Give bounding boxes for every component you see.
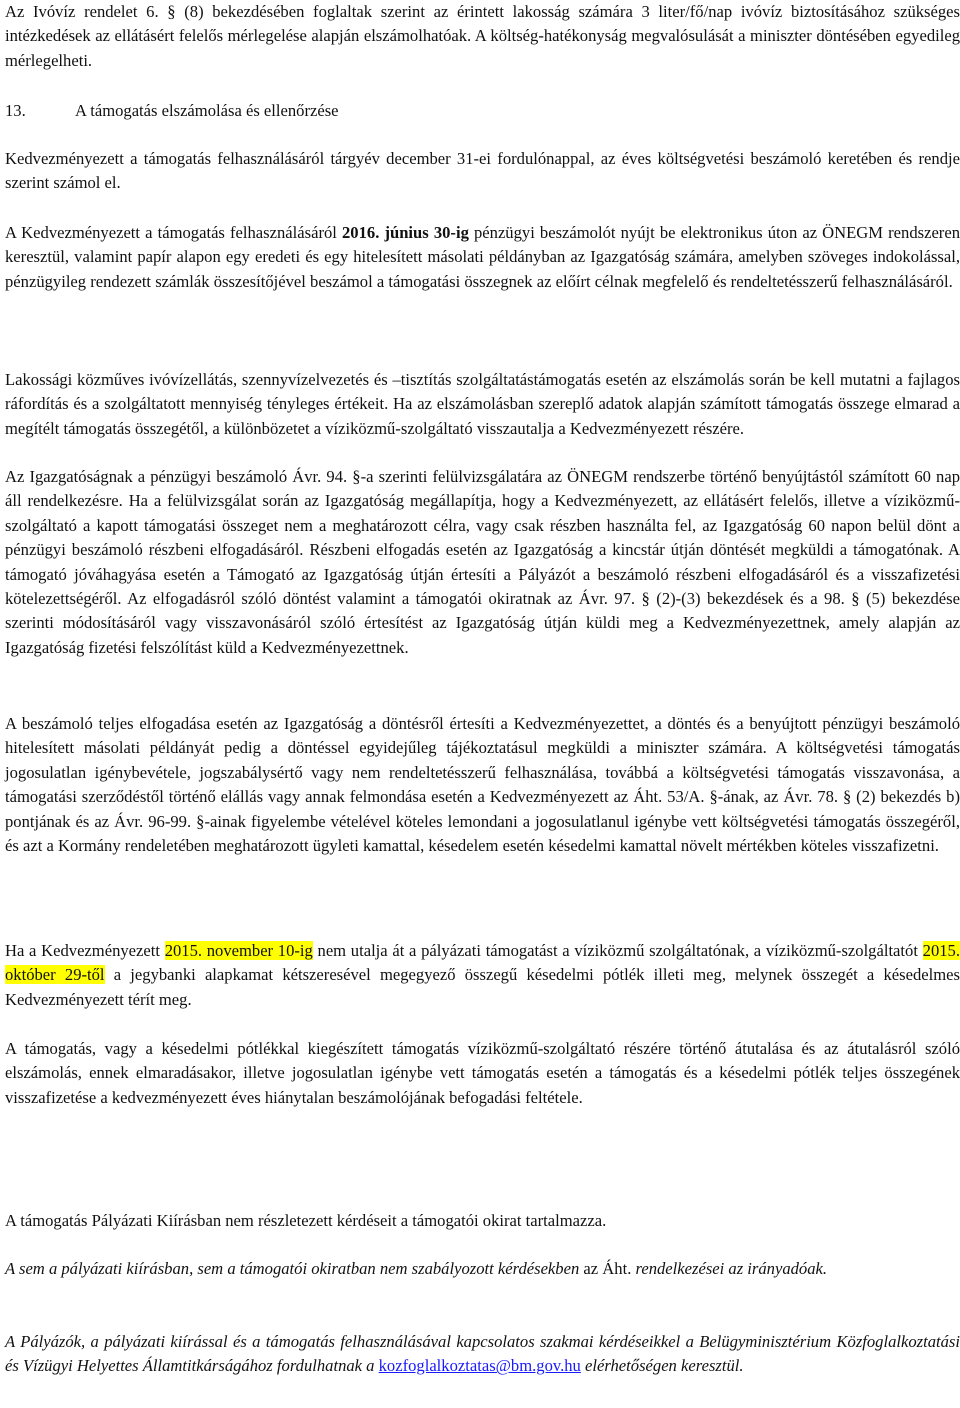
p9-italic-a: A sem a pályázati kiírásban, sem a támogatói okiratban nem szabályozott kérdésekben	[5, 1259, 584, 1278]
contact-email-link[interactable]: kozfoglalkoztatas@bm.gov.hu	[378, 1356, 581, 1376]
p9-text-b: az Áht.	[583, 1259, 632, 1278]
highlighted-date-2: 2015. október 29-től	[5, 941, 960, 985]
paragraph-transfer-condition: A támogatás, vagy a késedelmi pótlékkal kiegészített támogatás víziközmű-szolgáltató részére történő átutalása és az átutalásról szóló elszámolás, ennek elmaradásakor, illetve jogosulatlan igénybe vett támogatás esetén a támogatás és a késedelmi pótlék teljes összegének visszafizetése a kedvezményezett éves hiánytalan beszámolójának befogadási feltétele.	[5, 1039, 960, 1107]
paragraph-late-payment	[5, 939, 960, 1012]
paragraph-unspecified-questions: A támogatás Pályázati Kiírásban nem részletezett kérdéseit a támogatói okirat tartalmazza.	[5, 1211, 607, 1230]
p6-text-b: nem utalja át a pályázati támogatást a víziközmű szolgáltatónak, a víziközmű-szolgáltatót	[312, 941, 923, 960]
paragraph-full-acceptance: A beszámoló teljes elfogadása esetén az Igazgatóság a döntésről értesíti a Kedvezményezettet, a döntés és a benyújtott pénzügyi beszámoló hitelesített másolati példányát pedig a döntéssel egyidejűleg tájékoztatásul megküldi a miniszter számára. A költségvetési támogatás jogosulatlan igénybevétele, jogszabálysértő vagy nem rendeltetésszerű felhasználása, továbbá a költségvetési támogatás visszavonása, a támogatási szerződéstől történő elállás vagy annak felmondása esetén a Kedvezményezett az Áht. 53/A. §-ának, az Ávr. 78. § (2) bekezdés b) pontjának és az Ávr. 96-99. §-ainak figyelembe vételével köteles lemondani a jogosulatlanul igénybe vett költségvetési támogatás összegéről, és azt a Kormány rendeletében meghatározott ügyleti kamattal, késedelem esetén késedelmi kamattal növelt mértékben köteles visszafizetni.	[5, 714, 960, 856]
section-heading	[5, 99, 339, 123]
highlighted-date-1: 2015. november 10-ig	[164, 941, 313, 960]
p9-italic-c: rendelkezései az irányadóak.	[631, 1259, 828, 1278]
paragraph-utility-support: Lakossági közműves ivóvízellátás, szennyvízelvezetés és –tisztítás szolgáltatástámogatás esetén az elszámolás során be kell mutatni a fajlagos ráfordítás és a szolgáltatott mennyiség tényleges értékeit. Ha az elszámolásban szereplő adatok alapján számított támogatás összege elmarad a megítélt támogatás összegétől, a különbözetet a víziközmű-szolgáltató visszautalja a Kedvezményezett részére.	[5, 370, 960, 438]
section-number: 13.	[5, 101, 26, 120]
paragraph-financial-report	[5, 221, 960, 294]
p10-italic-a: A Pályázók, a pályázati kiírással és a támogatás felhasználásával kapcsolatos szakmai kérdéseikkel a Belügyminisztérium Közfoglalkoztatási és Vízügyi Helyettes Államtitkárságához fordulhatnak a	[5, 1332, 960, 1376]
paragraph-governing-law	[5, 1257, 960, 1281]
p6-text-a: Ha a Kedvezményezett	[5, 941, 165, 960]
paragraph-review: Az Igazgatóságnak a pénzügyi beszámoló Ávr. 94. §-a szerinti felülvizsgálatára az ÖNEGM rendszerbe történő benyújtástól számított 60 nap áll rendelkezésre. Ha a felülvizsgálat során az Igazgatóság megállapítja, hogy a Kedvezményezett, az ellátásért felelős, illetve a víziközmű-szolgáltató a kapott támogatási összeget nem a meghatározott célra, vagy csak részben használta fel, az Igazgatóság 60 napon belül dönt a pénzügyi beszámoló részbeni elfogadásáról. Részbeni elfogadás esetén az Igazgatóság a kincstár útján döntését megküldi a támogatónak. A támogató jóváhagyása esetén a Támogató az Igazgatóság útján értesíti a Pályázót a beszámoló részbeni elfogadásáról és a visszafizetési kötelezettségéről. Az elfogadásról szóló döntést valamint a támogatói okiratnak az Ávr. 97. § (2)-(3) bekezdések és a 98. § (5) bekezdése szerinti módosításáról vagy visszavonásáról szóló értesítést az Igazgatóság útján küldi meg a Kedvezményezettnek, amely alapján az Igazgatóság fizetési felszólítást küld a Kedvezményezettnek.	[5, 467, 960, 657]
p2-text-before: A Kedvezményezett a támogatás felhasználásáról	[5, 223, 342, 242]
p2-deadline: 2016. június 30-ig	[342, 223, 469, 242]
section-title: A támogatás elszámolása és ellenőrzése	[75, 101, 339, 120]
paragraph-contact	[5, 1330, 960, 1379]
p2-text-after: pénzügyi beszámolót nyújt be elektronikus úton az ÖNEGM rendszeren keresztül, valamint papír alapon egy eredeti és egy hitelesített másolati példányban az Igazgatóság számára, amelyben szöveges indokolással, pénzügyileg rendezett számlák összesítőjével beszámol a támogatási összegnek az előírt célnak megfelelő és rendeltetésszerű felhasználásáról.	[5, 223, 960, 291]
p6-text-c: a jegybanki alapkamat kétszeresével megegyező összegű késedelmi pótlék illeti meg, melynek összegét a késedelmes Kedvezményezett térít meg.	[5, 965, 960, 1009]
paragraph-settlement: Kedvezményezett a támogatás felhasználásáról tárgyév december 31-ei fordulónappal, az éves költségvetési beszámoló keretében és rendje szerint számol el.	[5, 149, 960, 193]
intro-paragraph: Az Ivóvíz rendelet 6. § (8) bekezdésében foglaltak szerint az érintett lakosság számára 3 liter/fő/nap ivóvíz biztosításához szükséges intézkedések az ellátásért felelős mérlegelése alapján elszámolhatóak. A költség-hatékonyság megvalósulását a miniszter döntésében egyedileg mérlegelheti.	[5, 2, 960, 70]
p10-italic-b: elérhetőségen keresztül.	[580, 1356, 744, 1376]
